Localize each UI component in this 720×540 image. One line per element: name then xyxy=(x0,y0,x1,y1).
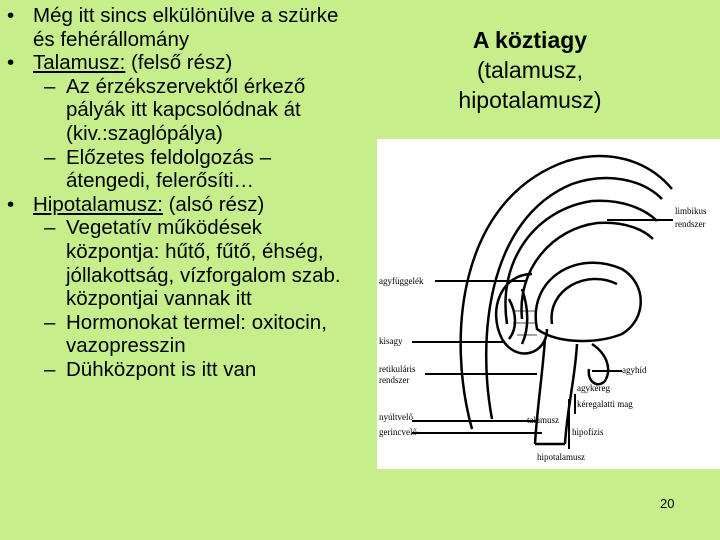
label-retikularis-2: rendszer xyxy=(379,375,410,385)
dash-marker: – xyxy=(44,216,56,240)
label-gerincvelo: gerincvelő xyxy=(379,427,417,437)
bullet-list xyxy=(0,4,360,382)
bullet-text: Még itt sincs elkülönülve a szürke és fehérállomány xyxy=(33,4,339,51)
bullet-marker: • xyxy=(7,51,15,75)
label-hipofizis: hipofízis xyxy=(572,427,604,437)
label-limbikus: limbikus xyxy=(675,206,707,216)
title-sub: (talamusz, xyxy=(476,57,584,83)
dash-marker: – xyxy=(44,74,56,98)
page-number: 20 xyxy=(660,496,675,511)
label-agyfuggelek: agyfüggelék xyxy=(379,276,424,286)
label-kopp: kéregalatti mag xyxy=(577,399,633,409)
brain-diagram-svg xyxy=(377,139,720,469)
sub-bullet-item xyxy=(0,358,360,382)
label-limbikus-2: rendszer xyxy=(675,219,706,229)
bullet-text: (alsó rész) xyxy=(162,192,265,216)
dash-marker: – xyxy=(44,145,56,169)
title-main: A köztiagy xyxy=(472,27,588,53)
bullet-term-hipotalamusz: Hipotalamusz: xyxy=(33,192,163,216)
bullet-text: (felső rész) xyxy=(125,51,233,75)
sub-bullet-text: Vegetatív működések központja: hűtő, fűtő, éhség, jóllakottság, vízforgalom szab. központjai vannak itt xyxy=(66,216,341,311)
label-nyultvelo: nyúltvelő xyxy=(379,412,413,422)
sub-bullet-item xyxy=(0,216,360,310)
sub-bullet-text: Hormonokat termel: oxitocin, vazopresszin xyxy=(66,310,327,358)
bullet-item xyxy=(0,51,360,75)
label-agyhid: agyhíd xyxy=(622,365,647,375)
bullet-term-talamusz: Talamusz: xyxy=(33,51,126,75)
sub-bullet-item xyxy=(0,146,360,193)
label-agyboreg: agykéreg xyxy=(577,383,610,393)
slide-title xyxy=(412,25,648,115)
dash-marker: – xyxy=(44,357,56,381)
label-retikularis: retikuláris xyxy=(379,364,416,374)
dash-marker: – xyxy=(44,310,56,334)
sub-bullet-text: Az érzékszervektől érkező pályák itt kapcsolódnak át (kiv.:szaglópálya) xyxy=(66,74,306,145)
bullet-marker: • xyxy=(7,4,15,27)
sub-bullet-item xyxy=(0,75,360,146)
label-talamusz: talamusz xyxy=(527,415,559,425)
sub-bullet-text: Dühközpont is itt van xyxy=(66,357,257,381)
bullet-marker: • xyxy=(7,192,15,216)
title-sub: hipotalamusz) xyxy=(458,87,602,113)
brain-diagram xyxy=(377,139,720,469)
label-kisagy: kisagy xyxy=(379,336,403,346)
label-hipotalamusz: hipotalamusz xyxy=(537,452,585,462)
sub-bullet-text: Előzetes feldolgozás – átengedi, felerősíti… xyxy=(66,145,272,193)
bullet-item xyxy=(0,193,360,217)
bullet-item xyxy=(0,4,360,51)
sub-bullet-item xyxy=(0,311,360,358)
